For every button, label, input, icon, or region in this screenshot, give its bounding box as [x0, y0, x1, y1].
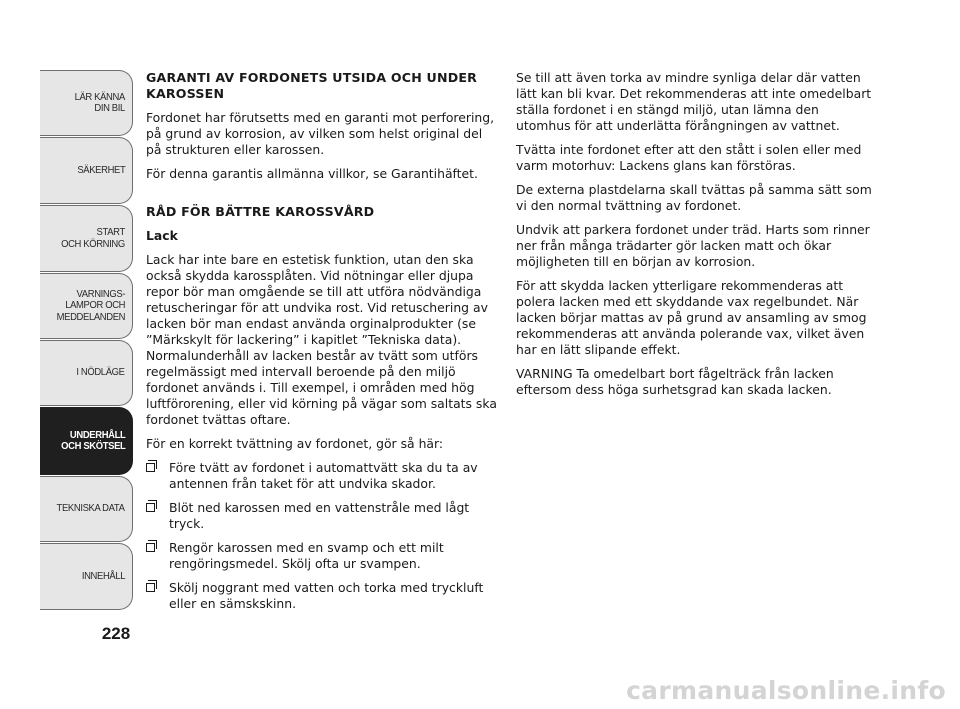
care-heading: RÅD FÖR BÄTTRE KAROSSVÅRD — [146, 204, 375, 219]
tab-tekniska-data[interactable] — [40, 476, 133, 542]
bird-droppings-warning: VARNING Ta omedelbart bort fågelträck från lacken eftersom dess höga surhetsgrad kan skada lacken. — [516, 366, 834, 397]
tab-sakerhet[interactable] — [40, 137, 133, 204]
tab-label: VARNINGS- LAMPOR OCH MEDDELANDEN — [56, 287, 125, 323]
chapter-tabs — [40, 70, 133, 611]
tab-i-nodlage[interactable] — [40, 340, 133, 406]
paint-paragraph: Lack har inte bare en estetisk funktion, utan den ska också skydda karossplåten. Vid nötningar eller djupa repor bör man omgående se till att utföra nödvändiga retuscheringar för att undvika rost. Vid retuschering av lacken bör man endast använda orginalprodukter (se ”Märkskylt för lackering” i kapitlet ”Tekniska data). Normalunderhåll av lacken består av tvätt som utförs regelmässigt med intervall beroende på den miljö fordonet används i. Till exempel, i områden med hög luftförorening, eller vid körning på vägar som saltats ska fordonet tvättas oftare. — [146, 252, 497, 427]
warranty-paragraph: Fordonet har förutsetts med en garanti mot perforering, på grund av korrosion, av vilken som helst original del på strukturen eller karossen. — [146, 110, 495, 157]
wash-intro: För en korrekt tvättning av fordonet, gör så här: — [146, 436, 444, 451]
list-item-text: Före tvätt av fordonet i automattvätt ska du ta av antennen från taket för att undvika skador. — [169, 460, 478, 491]
left-column — [146, 70, 498, 620]
list-item — [146, 580, 498, 612]
tab-lar-kanna-din-bil[interactable] — [40, 70, 133, 136]
wash-steps-list — [146, 460, 498, 612]
trees-paragraph: Undvik att parkera fordonet under träd. Harts som rinner ner från många trädarter gör lacken matt och ökar möjligheten till en början av korrosion. — [516, 222, 870, 269]
tab-varningslampor[interactable] — [40, 273, 133, 339]
list-item — [146, 500, 498, 532]
tab-label: UNDERHÅLL OCH SKÖTSEL — [60, 428, 125, 452]
warranty-reference-paragraph: För denna garantis allmänna villkor, se Garantihäftet. — [146, 166, 478, 181]
paint-subheading: Lack — [146, 228, 178, 243]
checkbox-bullet-icon — [146, 543, 155, 552]
tab-label: LÄR KÄNNA DIN BIL — [74, 90, 125, 114]
sun-warning-paragraph: Tvätta inte fordonet efter att den stått i solen eller med varm motorhuv: Lackens glans kan förstöras. — [516, 142, 862, 173]
tab-start-och-korning[interactable] — [40, 205, 133, 272]
right-column — [516, 70, 876, 406]
tab-innehall[interactable] — [40, 543, 133, 610]
list-item-text: Blöt ned karossen med en vattenstråle med lågt tryck. — [169, 500, 470, 531]
watermark: carmanualsonline.info — [626, 676, 946, 705]
list-item-text: Skölj noggrant med vatten och torka med tryckluft eller en sämskskinn. — [169, 580, 484, 611]
checkbox-bullet-icon — [146, 503, 155, 512]
checkbox-bullet-icon — [146, 463, 155, 472]
checkbox-bullet-icon — [146, 583, 155, 592]
drying-paragraph: Se till att även torka av mindre synliga delar där vatten lätt kan bli kvar. Det rekommenderas att inte omedelbart ställa fordonet i en stängd miljö, utan lämna den utomhus för att underlätta förångningen av vattnet. — [516, 70, 872, 133]
tab-underhall-och-skotsel[interactable] — [40, 407, 133, 475]
section-gap — [146, 190, 498, 204]
tab-label: TEKNISKA DATA — [57, 502, 125, 515]
plastic-parts-paragraph: De externa plastdelarna skall tvättas på samma sätt som vi den normal tvättning av fordonet. — [516, 182, 872, 213]
warranty-heading: GARANTI AV FORDONETS UTSIDA OCH UNDER KAROSSEN — [146, 70, 478, 101]
tab-label: START OCH KÖRNING — [61, 226, 125, 250]
page-number: 228 — [101, 624, 131, 643]
tab-label: I NÖDLÄGE — [76, 366, 125, 379]
list-item — [146, 460, 498, 492]
list-item-text: Rengör karossen med en svamp och ett milt rengöringsmedel. Skölj ofta ur svampen. — [169, 540, 444, 571]
list-item — [146, 540, 498, 572]
wax-paragraph: För att skydda lacken ytterligare rekommenderas att polera lacken med ett skyddande vax regelbundet. När lacken börjar mattas av på grund av ansamling av smog rekommenderas att använda polerande vax, vilket även har en lätt slipande effekt. — [516, 278, 867, 357]
tab-label: INNEHÅLL — [81, 569, 125, 582]
tab-label: SÄKERHET — [76, 163, 125, 176]
